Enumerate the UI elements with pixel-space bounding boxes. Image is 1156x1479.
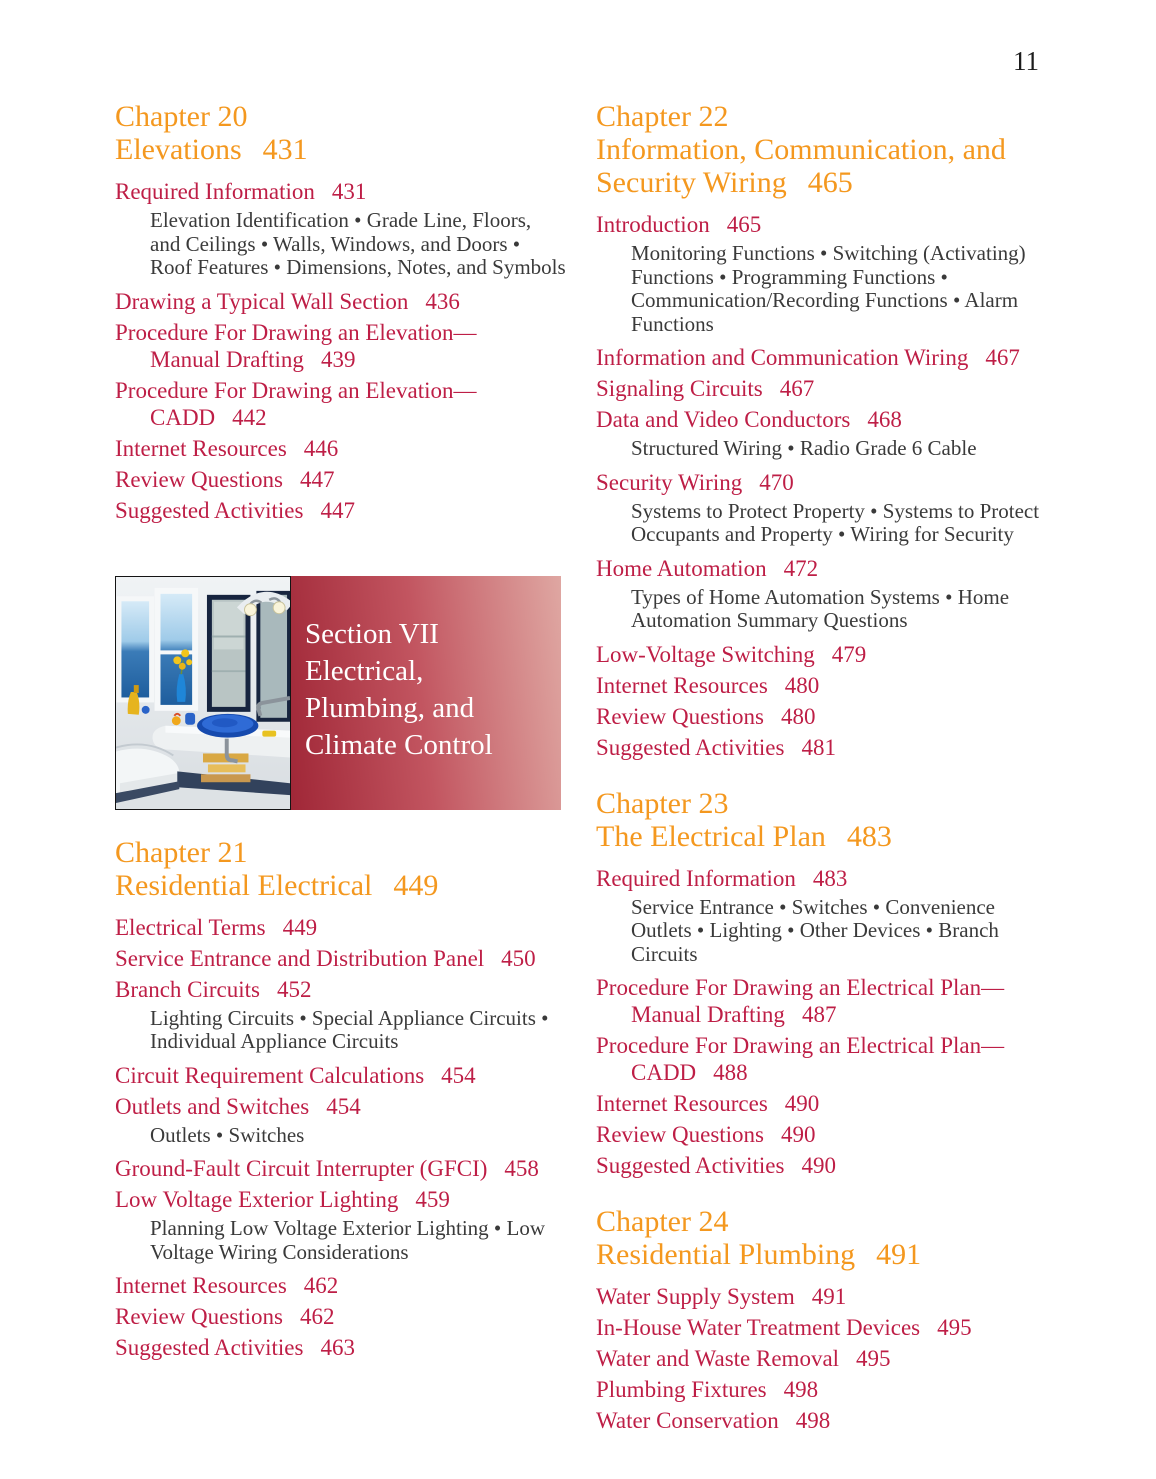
chapter-title-text: The Electrical Plan	[596, 819, 826, 853]
entry-title-text: Manual Drafting	[631, 1002, 785, 1027]
entry-title-text: Review Questions	[596, 703, 765, 729]
page-ref-number: 490	[784, 1091, 820, 1116]
page-ref-number: 495	[937, 1315, 972, 1340]
page-ref-number: 472	[783, 555, 819, 581]
toc-sub-entry-line	[150, 1124, 587, 1148]
chapter-heading-line	[596, 820, 1068, 853]
sub-entry-text: Lighting Circuits • Special Appliance Circuits •	[150, 1005, 549, 1030]
sub-entry-text: Systems to Protect Property • Systems to Protect	[631, 498, 1040, 523]
chapter-title-text: Chapter 24	[596, 1205, 729, 1238]
toc-entry-line	[115, 914, 587, 941]
toc-entry-line	[115, 346, 587, 373]
page-ref-number: 483	[812, 865, 848, 891]
toc-entry	[115, 178, 587, 205]
chapter-heading-line	[596, 787, 1068, 820]
entry-title-text: Home Automation	[596, 555, 767, 581]
entry-title-text: Suggested Activities	[115, 1335, 304, 1360]
toc-entry-line	[115, 1334, 587, 1361]
entry-title-text: Information and Communication Wiring	[596, 345, 969, 370]
page-ref-number: 491	[811, 1284, 847, 1309]
toc-entry	[596, 406, 1068, 433]
toc-entry-line	[596, 1283, 1068, 1310]
page-ref-number: 459	[415, 1187, 450, 1212]
toc-entry-line	[596, 1345, 1068, 1372]
toc-sub-entry-line	[631, 586, 1068, 610]
toc-entry	[596, 555, 1068, 582]
toc-sub-entry	[115, 1124, 587, 1148]
chapter-title-text: Residential Plumbing	[596, 1238, 856, 1271]
toc-entry-line	[596, 469, 1068, 496]
page-ref-number: 447	[300, 466, 335, 492]
toc-entry-line	[596, 1152, 1068, 1179]
toc-entry	[596, 865, 1068, 892]
chapter-heading-line	[596, 133, 1068, 166]
toc-sub-entry-line	[150, 256, 587, 280]
entry-title-text: Electrical Terms	[115, 914, 266, 940]
page-ref-number: 452	[277, 976, 312, 1002]
toc-entry-line	[596, 734, 1068, 761]
toc-entry	[115, 1093, 587, 1120]
toc-entry-line	[115, 1272, 587, 1299]
toc-entry	[115, 914, 587, 941]
page-ref-number: 480	[784, 672, 820, 698]
toc-entry-line	[115, 319, 587, 346]
chapter-title-text: Chapter 23	[596, 786, 729, 820]
toc-entry-line	[596, 865, 1068, 892]
toc-entry-line	[115, 1093, 587, 1120]
toc-sub-entry-line	[150, 209, 587, 233]
toc-entry	[596, 1152, 1068, 1179]
chapter-heading	[115, 100, 587, 166]
page-ref-number: 467	[779, 376, 815, 401]
page-ref-number: 449	[282, 914, 318, 940]
toc-entry-line	[115, 1303, 587, 1330]
toc-entry-line	[596, 1001, 1068, 1028]
entry-title-text: Water Conservation	[596, 1408, 779, 1433]
entry-title-text: Review Questions	[115, 1304, 284, 1329]
toc-entry	[115, 1062, 587, 1089]
page-ref-number: 467	[985, 345, 1020, 370]
chapter-title-text: Chapter 20	[115, 100, 248, 133]
entry-title-text: Required Information	[115, 179, 315, 204]
toc-entry-line	[115, 976, 587, 1003]
entry-title-text: Required Information	[596, 865, 796, 891]
entry-title-text: In-House Water Treatment Devices	[596, 1315, 921, 1340]
entry-title-text: Outlets and Switches	[115, 1093, 310, 1119]
sub-entry-text: Monitoring Functions • Switching (Activating)	[631, 241, 1026, 265]
sub-entry-text: Types of Home Automation Systems • Home	[631, 584, 1010, 609]
toc-entry	[115, 319, 587, 373]
chapter-heading-line	[115, 836, 587, 869]
toc-entry	[596, 1407, 1068, 1434]
chapter-heading-line	[115, 100, 587, 133]
toc-entry	[596, 375, 1068, 402]
page-ref-number: 462	[300, 1304, 335, 1329]
entry-title-text: Manual Drafting	[150, 346, 304, 372]
page-ref-number: 498	[795, 1408, 831, 1433]
entry-title-text: Water Supply System	[596, 1284, 795, 1309]
sub-entry-text: Roof Features • Dimensions, Notes, and Symbols	[150, 255, 566, 279]
toc-entry-line	[596, 375, 1068, 402]
toc-entry	[596, 1345, 1068, 1372]
entry-title-text: Suggested Activities	[596, 734, 785, 760]
toc-entry-line	[115, 945, 587, 972]
toc-entry-line	[596, 1376, 1068, 1403]
chapter-title-text: Elevations	[115, 133, 242, 166]
page-ref-number: 490	[781, 1122, 816, 1147]
toc-entry	[596, 1121, 1068, 1148]
toc-sub-entry-line	[150, 1241, 587, 1265]
sub-entry-text: Functions • Programming Functions •	[631, 264, 948, 289]
toc-sub-entry-line	[150, 1007, 587, 1031]
toc-sub-entry-line	[631, 266, 1068, 290]
toc-entry-line	[596, 672, 1068, 699]
entry-title-text: Internet Resources	[115, 435, 287, 461]
chapter-heading-line	[596, 1205, 1068, 1238]
page-ref-number: 465	[807, 166, 853, 199]
toc-entry	[115, 377, 587, 431]
toc-entry-line	[596, 974, 1068, 1001]
toc-sub-entry	[115, 1007, 587, 1054]
toc-entry	[596, 1283, 1068, 1310]
toc-sub-entry	[596, 586, 1068, 633]
entry-title-text: Service Entrance and Distribution Panel	[115, 945, 485, 971]
toc-entry	[596, 211, 1068, 238]
page-ref-number: 439	[320, 346, 356, 372]
toc-entry	[596, 641, 1068, 668]
sub-entry-text: Structured Wiring • Radio Grade 6 Cable	[631, 436, 977, 460]
toc-sub-entry-line	[150, 1217, 587, 1241]
entry-title-text: Water and Waste Removal	[596, 1346, 840, 1371]
toc-sub-entry-line	[631, 437, 1068, 461]
page-ref-number: 490	[801, 1153, 836, 1178]
entry-title-text: Procedure For Drawing an Elevation—	[115, 377, 477, 403]
toc-sub-entry	[115, 209, 587, 280]
entry-title-text: Procedure For Drawing an Electrical Plan—	[596, 975, 1005, 1000]
chapter-heading	[596, 787, 1068, 853]
toc-entry-line	[596, 211, 1068, 238]
entry-title-text: Low Voltage Exterior Lighting	[115, 1187, 399, 1212]
toc-entry-line	[115, 1186, 587, 1213]
entry-title-text: Drawing a Typical Wall Section	[115, 288, 409, 314]
sub-entry-text: Occupants and Property • Wiring for Security	[631, 522, 1014, 546]
toc-entry	[596, 1376, 1068, 1403]
toc-entry	[596, 469, 1068, 496]
entry-title-text: Security Wiring	[596, 469, 743, 495]
sub-entry-text: Circuits	[631, 941, 698, 966]
entry-title-text: Procedure For Drawing an Electrical Plan—	[596, 1033, 1005, 1058]
section-title-line: Plumbing, and	[305, 691, 475, 724]
page-ref-number: 454	[326, 1093, 361, 1119]
sub-entry-text: Service Entrance • Switches • Convenience	[631, 894, 995, 919]
sub-entry-text: Outlets • Lighting • Other Devices • Branch	[631, 918, 999, 942]
page-ref-number: 449	[393, 868, 439, 902]
toc-sub-entry-line	[631, 896, 1068, 920]
toc-entry	[115, 945, 587, 972]
toc-entry-line	[115, 1155, 587, 1182]
page-ref-number: 431	[262, 133, 308, 166]
toc-entry	[115, 435, 587, 462]
page-ref-number: 447	[320, 497, 355, 523]
toc-entry	[115, 976, 587, 1003]
toc-sub-entry	[596, 500, 1068, 547]
page-ref-number: 465	[726, 212, 762, 237]
page-ref-number: 436	[425, 288, 460, 314]
entry-title-text: Internet Resources	[115, 1273, 287, 1298]
section-divider	[115, 576, 561, 810]
left-column	[115, 100, 587, 1365]
toc-entry	[596, 1314, 1068, 1341]
toc-entry	[596, 734, 1068, 761]
toc-entry-line	[115, 466, 587, 493]
toc-sub-entry-line	[631, 313, 1068, 337]
toc-entry	[115, 1155, 587, 1182]
sub-entry-text: Outlets • Switches	[150, 1122, 305, 1147]
section-title-line: Section VII	[305, 617, 439, 650]
toc-entry	[596, 1032, 1068, 1086]
page-ref-number: 446	[303, 435, 339, 461]
toc-entry-line	[115, 377, 587, 404]
toc-entry	[115, 497, 587, 524]
toc-sub-entry	[596, 896, 1068, 967]
section-title-line: Electrical,	[305, 654, 424, 687]
toc-entry-line	[596, 1121, 1068, 1148]
toc-entry-line	[115, 288, 587, 315]
toc-sub-entry-line	[150, 1030, 587, 1054]
toc-entry-line	[596, 1059, 1068, 1086]
page-ref-number: 487	[801, 1002, 837, 1027]
toc-entry	[115, 1186, 587, 1213]
entry-title-text: CADD	[150, 404, 216, 430]
page-ref-number: 462	[303, 1273, 339, 1298]
sub-entry-text: Voltage Wiring Considerations	[150, 1239, 409, 1264]
toc-sub-entry-line	[631, 523, 1068, 547]
sub-entry-text: Individual Appliance Circuits	[150, 1029, 399, 1053]
entry-title-text: Ground-Fault Circuit Interrupter (GFCI)	[115, 1156, 488, 1181]
page-ref-number: 463	[320, 1335, 355, 1360]
chapter-heading-line	[596, 1238, 1068, 1271]
toc-entry-line	[596, 1314, 1068, 1341]
toc-entry	[115, 288, 587, 315]
chapter-heading-line	[115, 869, 587, 902]
entry-title-text: Low-Voltage Switching	[596, 641, 815, 667]
toc-sub-entry-line	[631, 242, 1068, 266]
sub-entry-text: Automation Summary Questions	[631, 608, 908, 632]
chapter-title-text: Chapter 22	[596, 100, 729, 133]
toc-entry-line	[596, 641, 1068, 668]
toc-entry-line	[596, 406, 1068, 433]
toc-entry	[596, 1090, 1068, 1117]
toc-entry-line	[115, 178, 587, 205]
toc-entry-line	[596, 1090, 1068, 1117]
chapter-title-text: Residential Electrical	[115, 868, 373, 902]
toc-entry-line	[115, 1062, 587, 1089]
page-ref-number: 431	[331, 179, 367, 204]
page-ref-number: 483	[846, 819, 892, 853]
page-ref-number: 498	[783, 1377, 819, 1402]
chapter-heading-line	[596, 166, 1068, 199]
chapter-heading	[115, 836, 587, 902]
page-ref-number: 468	[867, 407, 902, 432]
page-number: 11	[1013, 46, 1039, 76]
entry-title-text: Review Questions	[596, 1122, 765, 1147]
bathroom-photo	[115, 576, 291, 810]
toc-entry-line	[596, 703, 1068, 730]
toc-entry	[596, 703, 1068, 730]
toc-entry-line	[596, 1032, 1068, 1059]
toc-entry-line	[115, 435, 587, 462]
page-ref-number: 479	[831, 641, 867, 667]
chapter-heading	[596, 1205, 1068, 1271]
entry-title-text: Procedure For Drawing an Elevation—	[115, 319, 477, 345]
chapter-heading-line	[596, 100, 1068, 133]
page-ref-number: 450	[501, 945, 536, 971]
toc-entry-line	[596, 344, 1068, 371]
toc-sub-entry	[115, 1217, 587, 1264]
sub-entry-text: Planning Low Voltage Exterior Lighting • Low	[150, 1216, 546, 1240]
entry-title-text: Data and Video Conductors	[596, 407, 851, 432]
toc-sub-entry	[596, 242, 1068, 336]
toc-entry	[596, 974, 1068, 1028]
toc-entry-line	[596, 555, 1068, 582]
toc-sub-entry-line	[631, 943, 1068, 967]
entry-title-text: Signaling Circuits	[596, 376, 763, 401]
sub-entry-text: and Ceilings • Walls, Windows, and Doors •	[150, 231, 521, 256]
entry-title-text: CADD	[631, 1060, 697, 1085]
entry-title-text: Circuit Requirement Calculations	[115, 1062, 425, 1088]
toc-sub-entry-line	[631, 289, 1068, 313]
page-ref-number: 442	[232, 404, 267, 430]
entry-title-text: Suggested Activities	[596, 1153, 785, 1178]
toc-sub-entry	[596, 437, 1068, 461]
toc-entry	[115, 1303, 587, 1330]
entry-title-text: Branch Circuits	[115, 976, 260, 1002]
chapter-title-text: Chapter 21	[115, 835, 248, 869]
entry-title-text: Review Questions	[115, 466, 284, 492]
entry-title-text: Plumbing Fixtures	[596, 1377, 767, 1402]
chapter-heading-line	[115, 133, 587, 166]
entry-title-text: Internet Resources	[596, 672, 768, 698]
toc-entry-line	[115, 497, 587, 524]
page-ref-number: 495	[856, 1346, 891, 1371]
toc-entry	[115, 466, 587, 493]
toc-entry-line	[596, 1407, 1068, 1434]
page-ref-number: 488	[713, 1060, 748, 1085]
toc-entry-line	[115, 404, 587, 431]
chapter-title-text: Security Wiring	[596, 166, 787, 199]
toc-entry	[596, 672, 1068, 699]
toc-sub-entry-line	[631, 919, 1068, 943]
bathroom-photo-illustration	[116, 577, 290, 809]
toc-sub-entry-line	[631, 500, 1068, 524]
sub-entry-text: Functions	[631, 311, 714, 336]
right-column	[596, 100, 1068, 1438]
toc-sub-entry-line	[150, 233, 587, 257]
entry-title-text: Introduction	[596, 212, 710, 237]
section-title-line: Climate Control	[305, 728, 493, 761]
sub-entry-text: Communication/Recording Functions • Alarm	[631, 288, 1019, 312]
page-ref-number: 481	[801, 734, 836, 760]
chapter-heading	[596, 100, 1068, 199]
entry-title-text: Suggested Activities	[115, 497, 304, 523]
page-ref-number: 491	[876, 1238, 922, 1271]
toc-entry	[115, 1272, 587, 1299]
toc-entry	[115, 1334, 587, 1361]
toc-sub-entry-line	[631, 609, 1068, 633]
page-ref-number: 480	[781, 703, 816, 729]
chapter-title-text: Information, Communication, and	[596, 133, 1006, 166]
section-title	[291, 576, 561, 810]
entry-title-text: Internet Resources	[596, 1091, 768, 1116]
page-ref-number: 454	[441, 1062, 476, 1088]
page-ref-number: 470	[759, 469, 794, 495]
sub-entry-text: Elevation Identification • Grade Line, Floors,	[150, 208, 532, 232]
page-ref-number: 458	[504, 1156, 539, 1181]
toc-entry	[596, 344, 1068, 371]
